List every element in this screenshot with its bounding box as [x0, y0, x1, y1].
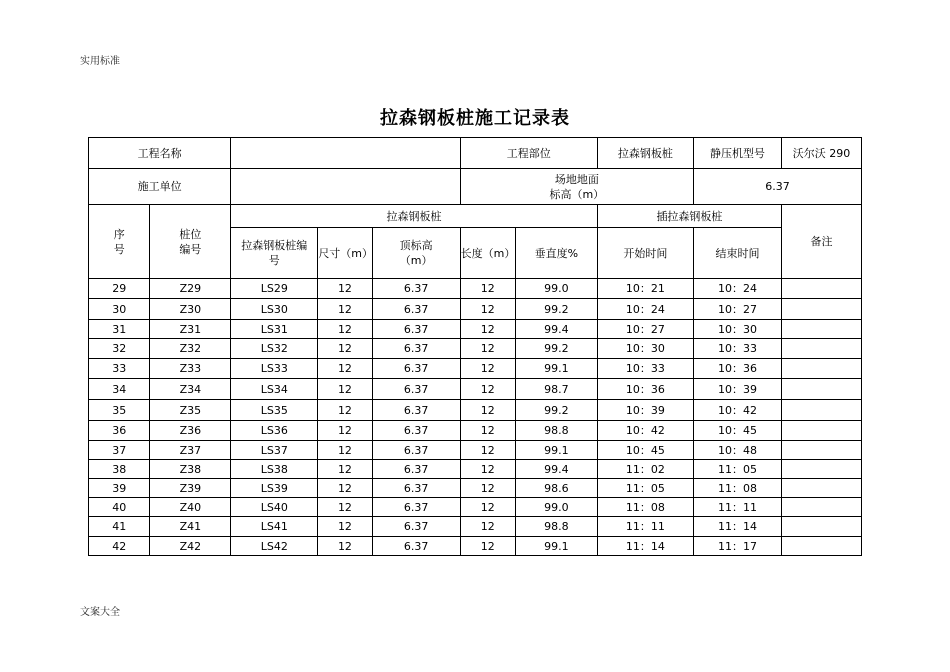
verticality-cell: 99.0	[515, 498, 597, 517]
length-cell: 12	[460, 537, 515, 556]
length-cell: 12	[460, 320, 515, 339]
pile-no-cell: LS34	[231, 379, 318, 400]
size-cell: 12	[318, 517, 372, 537]
end-time-cell: 10：27	[694, 299, 782, 320]
end-time-cell: 11：05	[694, 460, 782, 479]
size-cell: 12	[318, 320, 372, 339]
seq-cell: 37	[89, 441, 150, 460]
position-cell: Z39	[150, 479, 231, 498]
verticality-cell: 99.4	[515, 460, 597, 479]
position-cell: Z35	[150, 400, 231, 421]
start-time-cell: 11：08	[597, 498, 693, 517]
group-pile-header: 拉森钢板桩	[231, 205, 598, 228]
start-time-cell: 10：42	[597, 421, 693, 441]
remark-cell	[782, 279, 862, 299]
start-time-cell: 10：27	[597, 320, 693, 339]
pile-no-label-line-1: 拉森钢板桩编	[241, 239, 308, 252]
position-cell: Z29	[150, 279, 231, 299]
col-start-time-header: 开始时间	[597, 228, 693, 279]
col-size-header: 尺寸（m）	[318, 228, 372, 279]
seq-cell: 36	[89, 421, 150, 441]
table-row	[89, 517, 862, 537]
col-top-elevation-header	[372, 228, 460, 279]
top-elevation-cell: 6.37	[372, 460, 460, 479]
size-cell: 12	[318, 359, 372, 379]
remark-cell	[782, 379, 862, 400]
top-elevation-cell: 6.37	[372, 498, 460, 517]
position-cell: Z32	[150, 339, 231, 359]
verticality-cell: 99.2	[515, 400, 597, 421]
length-cell: 12	[460, 400, 515, 421]
col-verticality-header: 垂直度%	[515, 228, 597, 279]
position-cell: Z41	[150, 517, 231, 537]
length-cell: 12	[460, 379, 515, 400]
end-time-cell: 10：39	[694, 379, 782, 400]
remark-cell	[782, 498, 862, 517]
position-cell: Z37	[150, 441, 231, 460]
table-row	[89, 400, 862, 421]
length-cell: 12	[460, 479, 515, 498]
size-cell: 12	[318, 379, 372, 400]
seq-cell: 32	[89, 339, 150, 359]
pile-no-cell: LS32	[231, 339, 318, 359]
table-row	[89, 537, 862, 556]
pile-no-cell: LS38	[231, 460, 318, 479]
size-cell: 12	[318, 441, 372, 460]
seq-cell: 29	[89, 279, 150, 299]
seq-cell: 40	[89, 498, 150, 517]
size-cell: 12	[318, 400, 372, 421]
position-cell: Z40	[150, 498, 231, 517]
pile-no-cell: LS42	[231, 537, 318, 556]
end-time-cell: 11：14	[694, 517, 782, 537]
size-cell: 12	[318, 279, 372, 299]
top-elevation-cell: 6.37	[372, 517, 460, 537]
top-label-line-1: 顶标高	[399, 239, 433, 252]
start-time-cell: 10：36	[597, 379, 693, 400]
start-time-cell: 11：02	[597, 460, 693, 479]
size-cell: 12	[318, 460, 372, 479]
page-header: 实用标准	[80, 56, 120, 67]
top-elevation-cell: 6.37	[372, 359, 460, 379]
seq-label-line-2: 号	[113, 242, 125, 256]
top-elevation-cell: 6.37	[372, 379, 460, 400]
seq-cell: 38	[89, 460, 150, 479]
info-row-unit	[89, 169, 862, 205]
position-cell: Z30	[150, 299, 231, 320]
project-name-label: 工程名称	[89, 138, 231, 169]
seq-cell: 39	[89, 479, 150, 498]
end-time-cell: 10：45	[694, 421, 782, 441]
size-cell: 12	[318, 498, 372, 517]
position-cell: Z36	[150, 421, 231, 441]
start-time-cell: 10：30	[597, 339, 693, 359]
size-cell: 12	[318, 479, 372, 498]
size-cell: 12	[318, 537, 372, 556]
length-cell: 12	[460, 517, 515, 537]
ground-elevation-label	[460, 169, 693, 205]
document-title: 拉森钢板桩施工记录表	[380, 108, 570, 129]
seq-label-line-1: 序	[113, 227, 125, 241]
top-elevation-cell: 6.37	[372, 339, 460, 359]
length-cell: 12	[460, 299, 515, 320]
length-cell: 12	[460, 359, 515, 379]
pile-no-cell: LS40	[231, 498, 318, 517]
header-row-groups	[89, 205, 862, 228]
position-cell: Z31	[150, 320, 231, 339]
end-time-cell: 11：11	[694, 498, 782, 517]
unit-value	[231, 169, 460, 205]
col-end-time-header: 结束时间	[694, 228, 782, 279]
remark-cell	[782, 460, 862, 479]
pile-no-cell: LS29	[231, 279, 318, 299]
verticality-cell: 98.8	[515, 421, 597, 441]
size-cell: 12	[318, 339, 372, 359]
table-row	[89, 441, 862, 460]
top-elevation-cell: 6.37	[372, 479, 460, 498]
verticality-cell: 98.7	[515, 379, 597, 400]
construction-record-table	[88, 137, 862, 556]
position-cell: Z33	[150, 359, 231, 379]
remark-cell	[782, 479, 862, 498]
section-value: 拉森钢板桩	[597, 138, 693, 169]
length-cell: 12	[460, 460, 515, 479]
ground-label-line-2: 标高（m）	[549, 187, 605, 201]
length-cell: 12	[460, 421, 515, 441]
col-remark-header: 备注	[782, 205, 862, 279]
top-elevation-cell: 6.37	[372, 400, 460, 421]
start-time-cell: 11：11	[597, 517, 693, 537]
seq-cell: 42	[89, 537, 150, 556]
verticality-cell: 99.4	[515, 320, 597, 339]
table-row	[89, 421, 862, 441]
pile-no-cell: LS41	[231, 517, 318, 537]
start-time-cell: 11：05	[597, 479, 693, 498]
verticality-cell: 99.1	[515, 441, 597, 460]
seq-cell: 41	[89, 517, 150, 537]
top-label-line-2: （m）	[399, 254, 433, 267]
end-time-cell: 10：33	[694, 339, 782, 359]
table-row	[89, 299, 862, 320]
pos-label-line-1: 桩位	[179, 227, 202, 241]
length-cell: 12	[460, 339, 515, 359]
length-cell: 12	[460, 498, 515, 517]
seq-cell: 34	[89, 379, 150, 400]
pile-no-cell: LS33	[231, 359, 318, 379]
pile-no-cell: LS30	[231, 299, 318, 320]
col-position-header	[150, 205, 231, 279]
start-time-cell: 10：24	[597, 299, 693, 320]
ground-elevation-value: 6.37	[694, 169, 862, 205]
remark-cell	[782, 339, 862, 359]
verticality-cell: 99.2	[515, 299, 597, 320]
top-elevation-cell: 6.37	[372, 299, 460, 320]
group-insert-header: 插拉森钢板桩	[597, 205, 781, 228]
remark-cell	[782, 421, 862, 441]
table-row	[89, 498, 862, 517]
end-time-cell: 10：48	[694, 441, 782, 460]
seq-cell: 31	[89, 320, 150, 339]
top-elevation-cell: 6.37	[372, 441, 460, 460]
end-time-cell: 11：17	[694, 537, 782, 556]
section-label: 工程部位	[460, 138, 597, 169]
table-row	[89, 359, 862, 379]
project-name-value	[231, 138, 460, 169]
seq-cell: 33	[89, 359, 150, 379]
pile-no-cell: LS37	[231, 441, 318, 460]
info-row-project	[89, 138, 862, 169]
pile-no-cell: LS35	[231, 400, 318, 421]
table-row	[89, 279, 862, 299]
table-row	[89, 460, 862, 479]
pile-no-cell: LS39	[231, 479, 318, 498]
pile-no-label-line-2: 号	[268, 254, 280, 267]
end-time-cell: 10：42	[694, 400, 782, 421]
top-elevation-cell: 6.37	[372, 421, 460, 441]
page-footer: 文案大全	[80, 607, 120, 618]
end-time-cell: 10：30	[694, 320, 782, 339]
table-row	[89, 339, 862, 359]
table-row	[89, 479, 862, 498]
size-cell: 12	[318, 421, 372, 441]
end-time-cell: 11：08	[694, 479, 782, 498]
verticality-cell: 98.8	[515, 517, 597, 537]
position-cell: Z34	[150, 379, 231, 400]
size-cell: 12	[318, 299, 372, 320]
verticality-cell: 99.2	[515, 339, 597, 359]
col-length-header: 长度（m）	[460, 228, 515, 279]
top-elevation-cell: 6.37	[372, 320, 460, 339]
verticality-cell: 99.0	[515, 279, 597, 299]
col-pile-no-header	[231, 228, 318, 279]
col-seq-header	[89, 205, 150, 279]
remark-cell	[782, 299, 862, 320]
remark-cell	[782, 537, 862, 556]
remark-cell	[782, 517, 862, 537]
verticality-cell: 99.1	[515, 359, 597, 379]
start-time-cell: 10：45	[597, 441, 693, 460]
start-time-cell: 10：39	[597, 400, 693, 421]
start-time-cell: 10：33	[597, 359, 693, 379]
end-time-cell: 10：24	[694, 279, 782, 299]
verticality-cell: 99.1	[515, 537, 597, 556]
remark-cell	[782, 400, 862, 421]
position-cell: Z42	[150, 537, 231, 556]
position-cell: Z38	[150, 460, 231, 479]
pile-no-cell: LS31	[231, 320, 318, 339]
ground-label-line-1: 场地地面	[554, 172, 599, 186]
length-cell: 12	[460, 279, 515, 299]
unit-label: 施工单位	[89, 169, 231, 205]
table-row	[89, 379, 862, 400]
machine-value: 沃尔沃 290	[782, 138, 862, 169]
seq-cell: 35	[89, 400, 150, 421]
table-row	[89, 320, 862, 339]
remark-cell	[782, 359, 862, 379]
remark-cell	[782, 320, 862, 339]
verticality-cell: 98.6	[515, 479, 597, 498]
remark-cell	[782, 441, 862, 460]
pos-label-line-2: 编号	[179, 242, 202, 256]
machine-label: 静压机型号	[694, 138, 782, 169]
top-elevation-cell: 6.37	[372, 279, 460, 299]
top-elevation-cell: 6.37	[372, 537, 460, 556]
length-cell: 12	[460, 441, 515, 460]
end-time-cell: 10：36	[694, 359, 782, 379]
pile-no-cell: LS36	[231, 421, 318, 441]
start-time-cell: 10：21	[597, 279, 693, 299]
start-time-cell: 11：14	[597, 537, 693, 556]
seq-cell: 30	[89, 299, 150, 320]
